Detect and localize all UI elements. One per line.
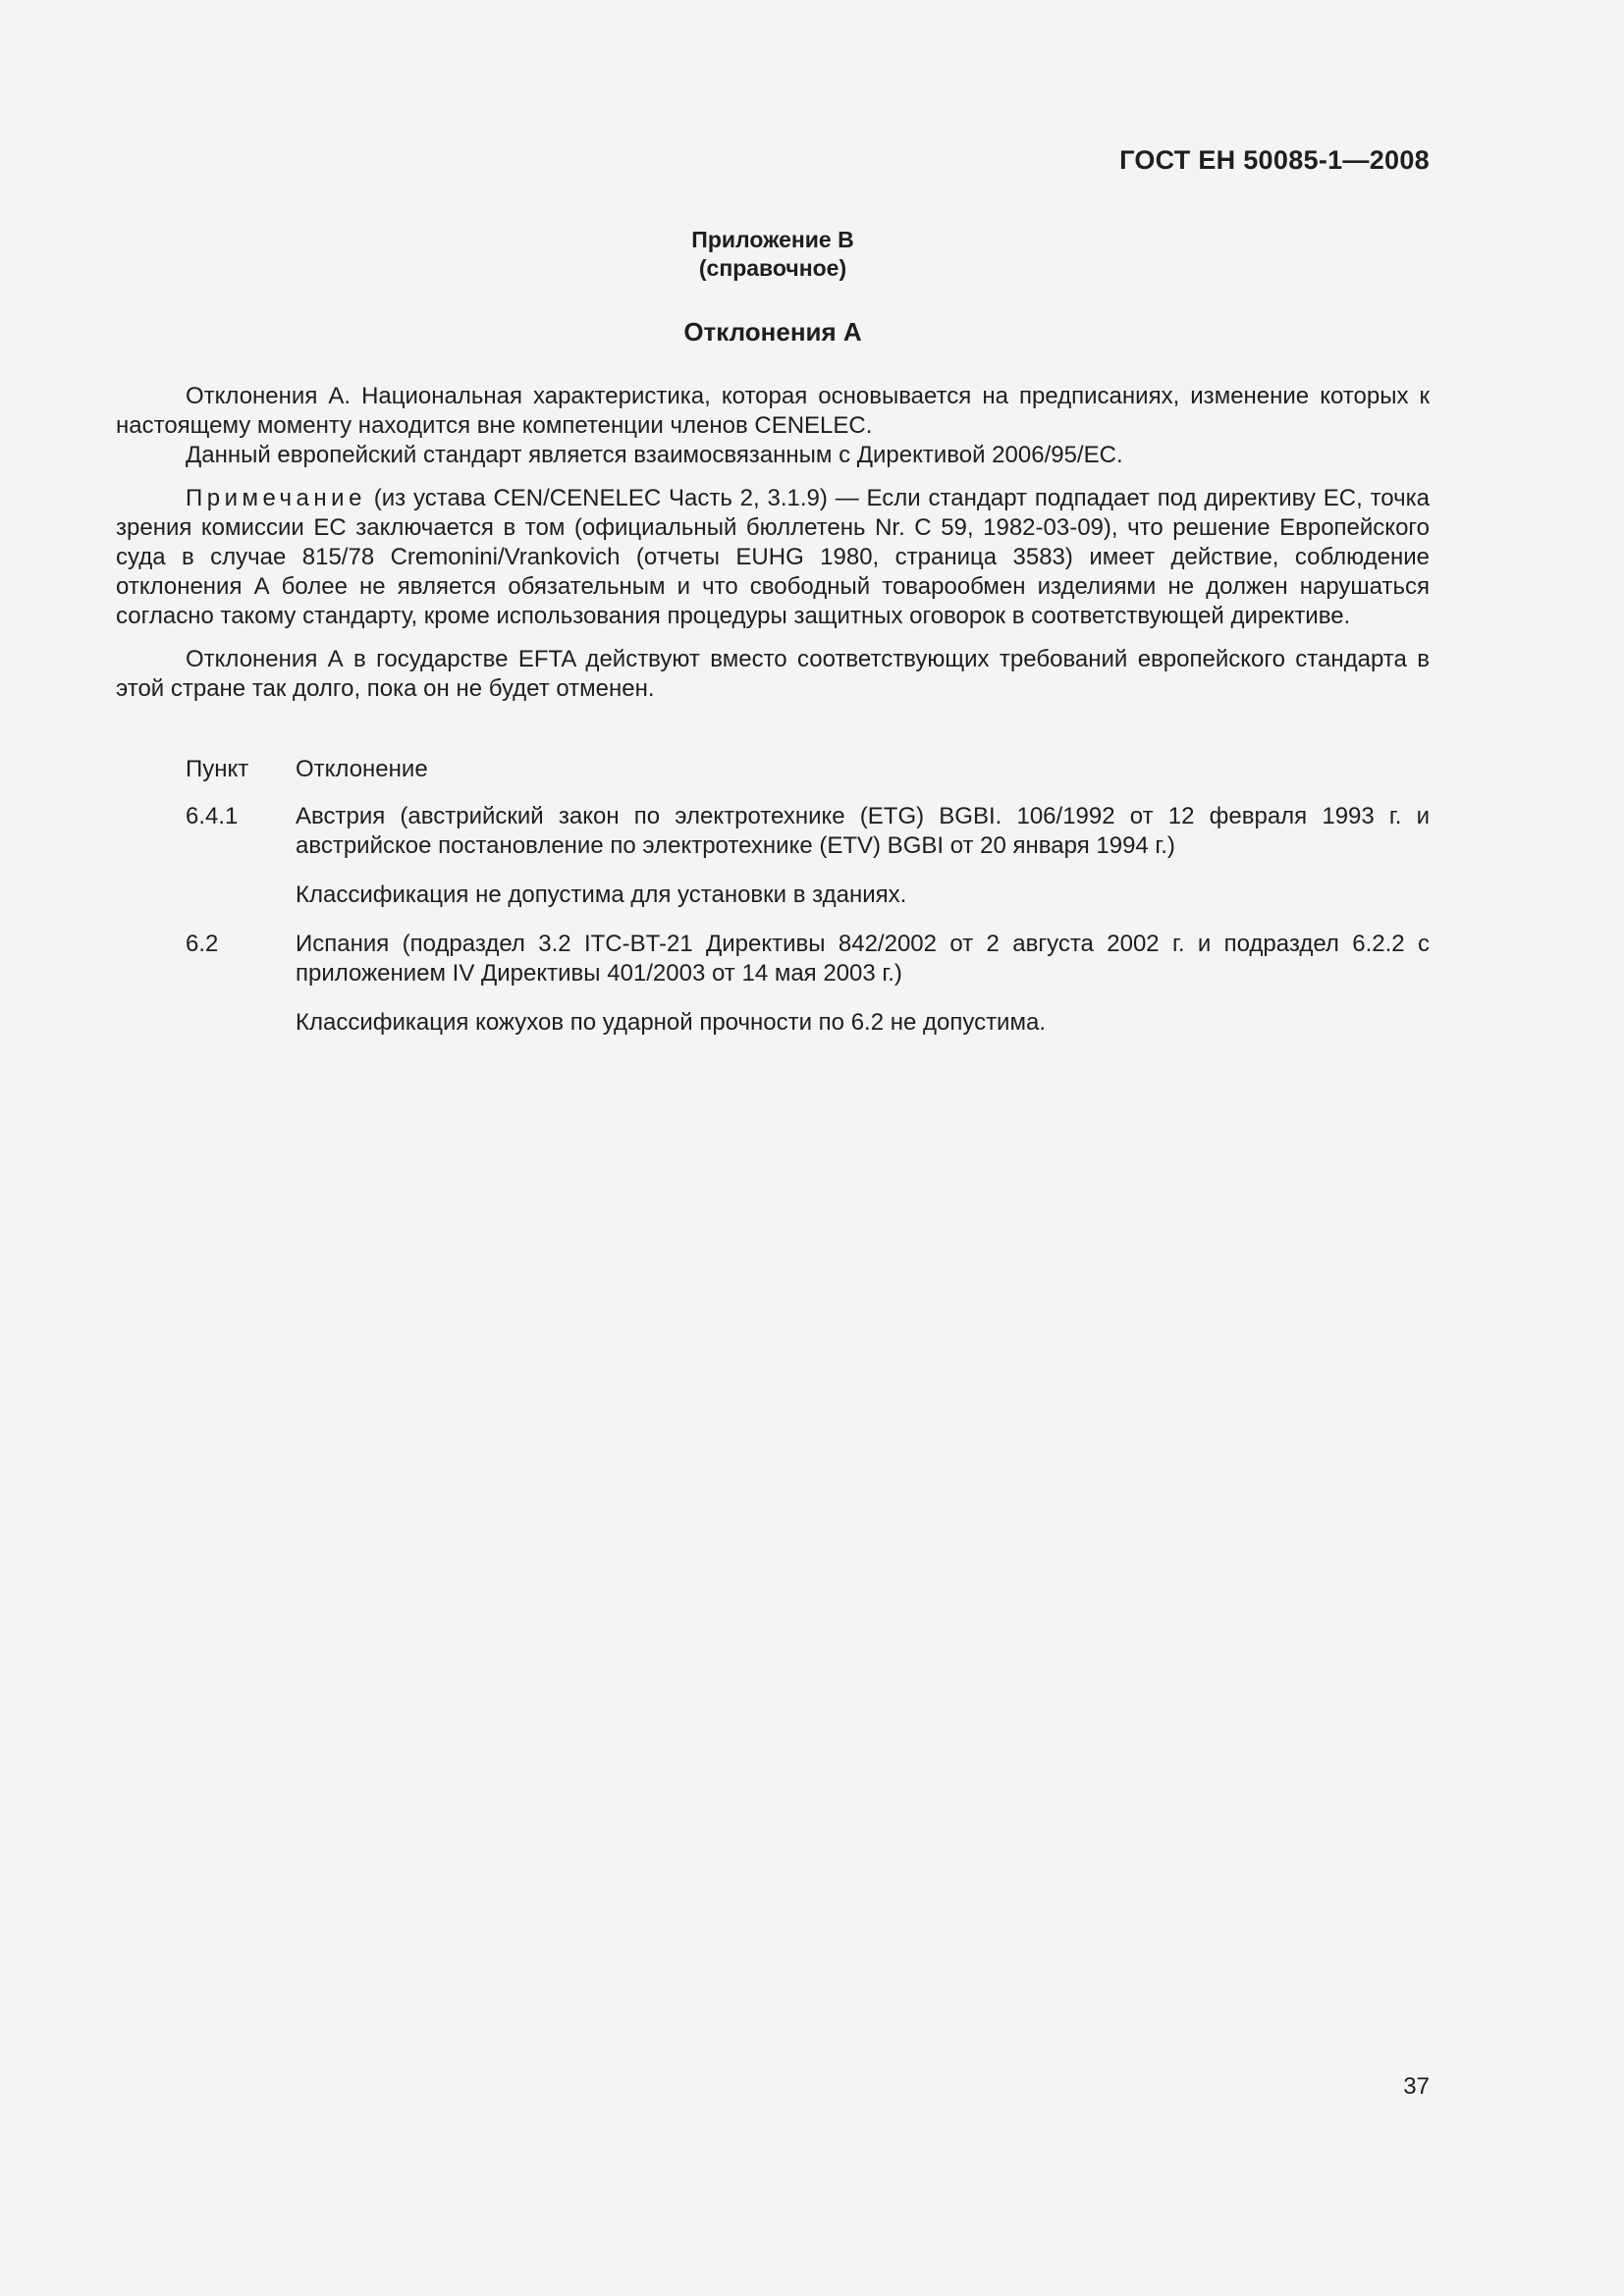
paragraph-efta: Отклонения А в государстве EFTA действуют вместо соответствующих требований европейского стандарта в этой стране так долго, пока он не будет отменен. — [116, 646, 1430, 702]
table-row — [186, 930, 1430, 988]
note-paragraph — [116, 484, 1430, 631]
page-number: 37 — [1403, 2073, 1430, 2100]
table-row-detail — [186, 1008, 1430, 1038]
section-title: Отклонения А — [683, 317, 862, 347]
document-header-code: ГОСТ ЕН 50085-1—2008 — [1119, 145, 1430, 175]
row-deviation-detail: Классификация кожухов по ударной прочности по 6.2 не допустима. — [296, 1009, 1046, 1036]
intro-text — [116, 382, 1430, 704]
appendix-heading — [0, 226, 1545, 283]
table-header-row — [186, 755, 1430, 784]
table-row-detail — [186, 881, 1430, 910]
note-label: Примечание — [186, 485, 366, 511]
note-text: (из устава CEN/CENELEC Часть 2, 3.1.9) — Если стандарт подпадает под директиву ЕС, точка зрения комиссии ЕС заключается в том (официальный бюллетень Nr. С 59, 1982-03-09), что решение Европейского суда в случае 815/78 Cremonini/Vrankovich (отчеты EUHG 1980, страница 3583) имеет действие, соблюдение отклонения А более не является обязательным и что свободный товарообмен изделиями не должен нарушаться согласно такому стандарту, кроме использования процедуры защитных оговорок в соответствующей директиве. — [116, 485, 1430, 629]
row-point: 6.4.1 — [186, 803, 239, 829]
paragraph-directive: Данный европейский стандарт является взаимосвязанным с Директивой 2006/95/ЕС. — [186, 442, 1123, 468]
column-header-point: Пункт — [186, 756, 249, 782]
appendix-subtitle: (справочное) — [698, 255, 847, 281]
row-deviation-detail: Классификация не допустима для установки в зданиях. — [296, 881, 907, 908]
deviations-table — [186, 755, 1430, 1038]
column-header-deviation: Отклонение — [296, 756, 428, 782]
row-point: 6.2 — [186, 931, 219, 957]
row-deviation-text: Испания (подраздел 3.2 ITC-BT-21 Директивы 842/2002 от 2 августа 2002 г. и подраздел 6.2.2 с приложением IV Директивы 401/2003 от 14 мая 2003 г.) — [296, 931, 1430, 987]
row-deviation-text: Австрия (австрийский закон по электротехнике (ETG) BGBI. 106/1992 от 12 февраля 1993 г. и австрийское постановление по электротехнике (ETV) BGBI от 20 января 1994 г.) — [296, 803, 1430, 859]
paragraph-definition: Отклонения А. Национальная характеристика, которая основывается на предписаниях, изменение которых к настоящему моменту находится вне компетенции членов CENELEC. — [116, 383, 1430, 439]
appendix-title: Приложение В — [691, 227, 854, 252]
table-row — [186, 802, 1430, 861]
